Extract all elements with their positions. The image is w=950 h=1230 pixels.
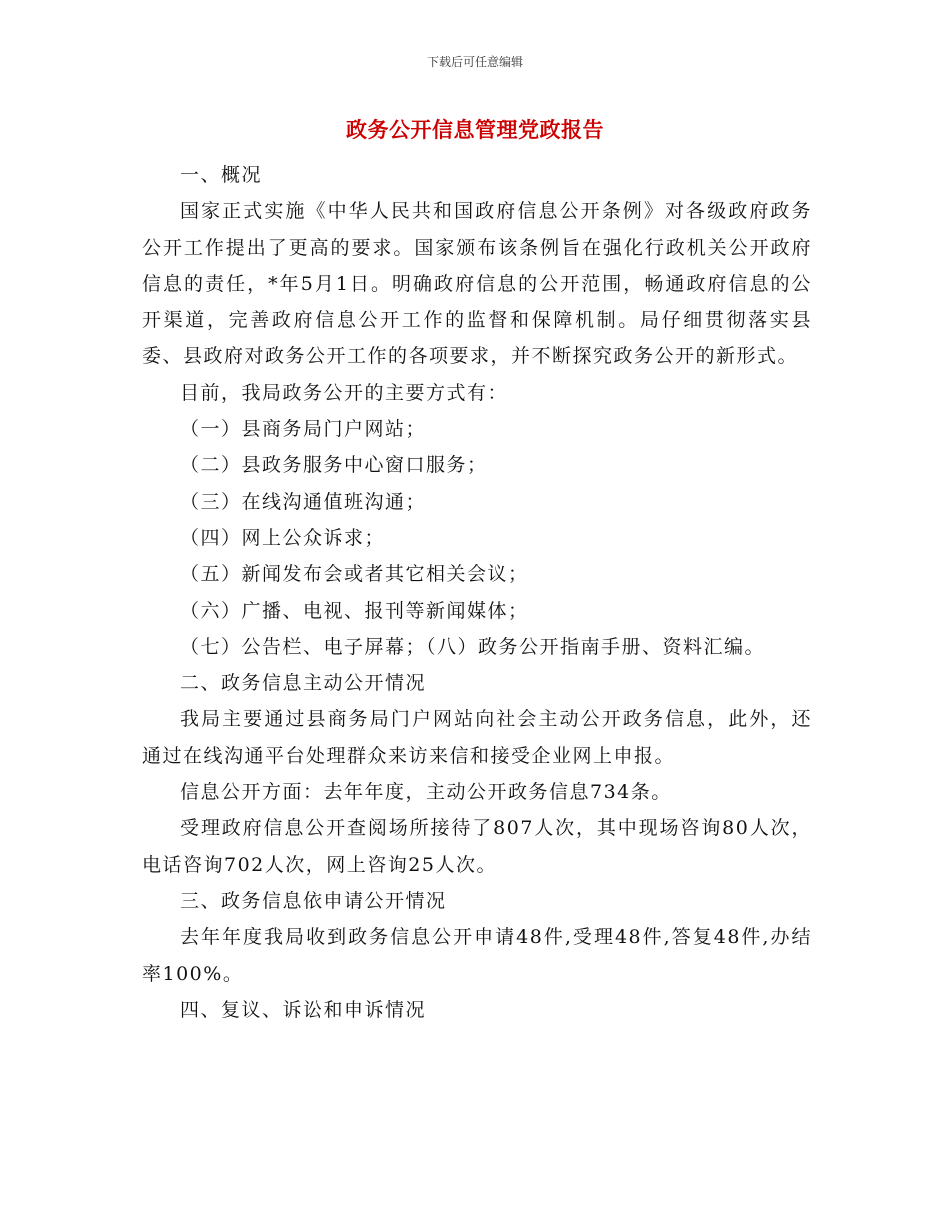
- heading-review-litigation: 四、复议、诉讼和申诉情况: [180, 998, 427, 1021]
- list-item-method-2: （二）县政务服务中心窗口服务；: [180, 454, 488, 477]
- list-item-method-3: （三）在线沟通值班沟通；: [180, 490, 427, 513]
- paragraph-application-stats: 去年年度我局收到政务信息公开申请48件,受理48件,答复48件,办结率100%。: [142, 926, 812, 985]
- paragraph-consultation-stats: 受理政府信息公开查阅场所接待了807人次，其中现场咨询80人次，电话咨询702人次，网上咨询25人次。: [142, 817, 812, 876]
- list-item-method-7-8: （七）公告栏、电子屏幕；（八）政务公开指南手册、资料汇编。: [180, 635, 766, 658]
- paragraph-disclosure-count: 信息公开方面：去年年度，主动公开政务信息734条。: [180, 781, 672, 804]
- paragraph-active-disclosure: 我局主要通过县商务局门户网站向社会主动公开政务信息，此外，还通过在线沟通平台处理群众来访来信和接受企业网上申报。: [142, 708, 812, 767]
- document-title: 政务公开信息管理党政报告: [346, 117, 604, 142]
- list-item-method-4: （四）网上公众诉求；: [180, 526, 386, 549]
- list-item-method-1: （一）县商务局门户网站；: [180, 418, 427, 441]
- list-item-method-5: （五）新闻发布会或者其它相关会议；: [180, 563, 529, 586]
- paragraph-regulation: 国家正式实施《中华人民共和国政府信息公开条例》对各级政府政务公开工作提出了更高的要求。国家颁布该条例旨在强化行政机关公开政府信息的责任，*年5月1日。明确政府信息的公开范围，畅通政府信息的公开渠道，完善政府信息公开工作的监督和保障机制。局仔细贯彻落实县委、县政府对政务公开工作的各项要求，并不断探究政务公开的新形式。: [142, 200, 812, 368]
- heading-overview: 一、概况: [180, 164, 263, 186]
- paragraph-methods-intro: 目前，我局政务公开的主要方式有：: [180, 381, 509, 404]
- page-header-note: 下载后可任意编辑: [426, 55, 523, 69]
- heading-active-disclosure: 二、政务信息主动公开情况: [180, 672, 427, 695]
- heading-application-disclosure: 三、政务信息依申请公开情况: [180, 889, 447, 912]
- list-item-method-6: （六）广播、电视、报刊等新闻媒体；: [180, 599, 529, 622]
- document-body: [142, 157, 812, 1028]
